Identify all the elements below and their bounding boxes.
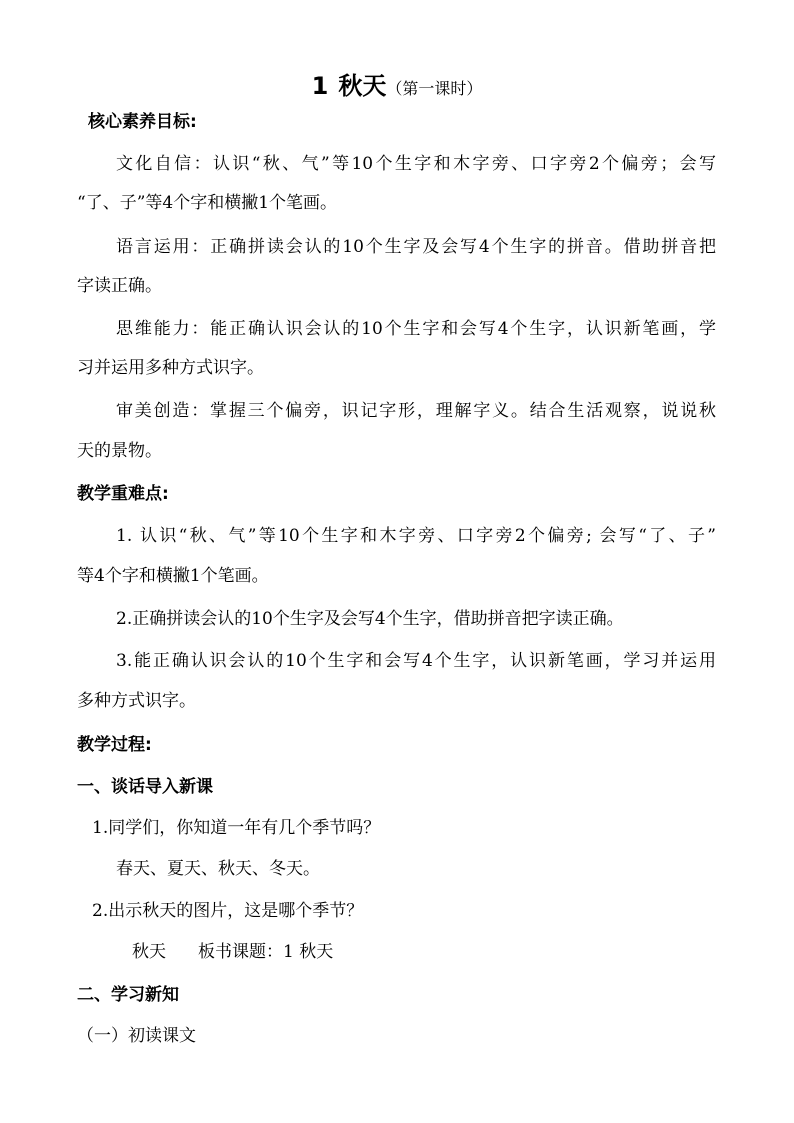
key-point-1-line2: 等4个字和横撇1个笔画。 [77, 566, 269, 586]
section-1-heading: 一、谈话导入新课 [77, 777, 213, 797]
goal-culture-line2: “了、子”等4个字和横撇1个笔画。 [77, 193, 338, 213]
lesson-title [0, 66, 794, 101]
goal-language-line2: 字读正确。 [77, 276, 162, 296]
key-point-3-line2: 多种方式识字。 [77, 691, 196, 711]
goal-language-line1: 语言运用：正确拼读会认的10个生字及会写4个生字的拼音。借助拼音把 [116, 237, 716, 257]
subsection-1-heading: （一）初读课文 [77, 1026, 196, 1046]
answer-1: 春天、夏天、秋天、冬天。 [116, 859, 320, 879]
goal-aesthetic-line1: 审美创造：掌握三个偏旁，识记字形，理解字义。结合生活观察，说说秋 [116, 401, 716, 421]
board-title: 板书课题：1 秋天 [198, 942, 334, 962]
lesson-name: 秋天 [338, 72, 387, 100]
answer-2: 秋天 [132, 942, 166, 962]
goal-thinking-line1: 思维能力：能正确认识会认的10个生字和会写4个生字，认识新笔画，学 [116, 319, 716, 339]
lesson-number: 1 [311, 72, 329, 100]
question-2: 2.出示秋天的图片，这是哪个季节？ [92, 901, 364, 921]
lesson-period: （第一课时） [386, 79, 483, 98]
key-points-heading: 教学重难点: [77, 484, 169, 504]
key-point-1-line1: 1. 认识“秋、气”等10个生字和木字旁、口字旁2个偏旁; 会写“了、子” [116, 526, 716, 546]
goal-culture-line1: 文化自信：认识“秋、气”等10个生字和木字旁、口字旁2个偏旁；会写 [116, 154, 716, 174]
process-heading: 教学过程: [77, 735, 152, 755]
question-1: 1.同学们，你知道一年有几个季节吗？ [92, 818, 381, 838]
key-point-3-line1: 3.能正确认识会认的10个生字和会写4个生字，认识新笔画，学习并运用 [116, 651, 716, 671]
section-2-heading: 二、学习新知 [77, 985, 179, 1005]
key-point-2: 2.正确拼读会认的10个生字及会写4个生字，借助拼音把字读正确。 [116, 609, 624, 629]
core-goals-heading: 核心素养目标: [88, 112, 197, 132]
goal-thinking-line2: 习并运用多种方式识字。 [77, 358, 264, 378]
answer-2-row [132, 940, 333, 964]
goal-aesthetic-line2: 天的景物。 [77, 441, 162, 461]
